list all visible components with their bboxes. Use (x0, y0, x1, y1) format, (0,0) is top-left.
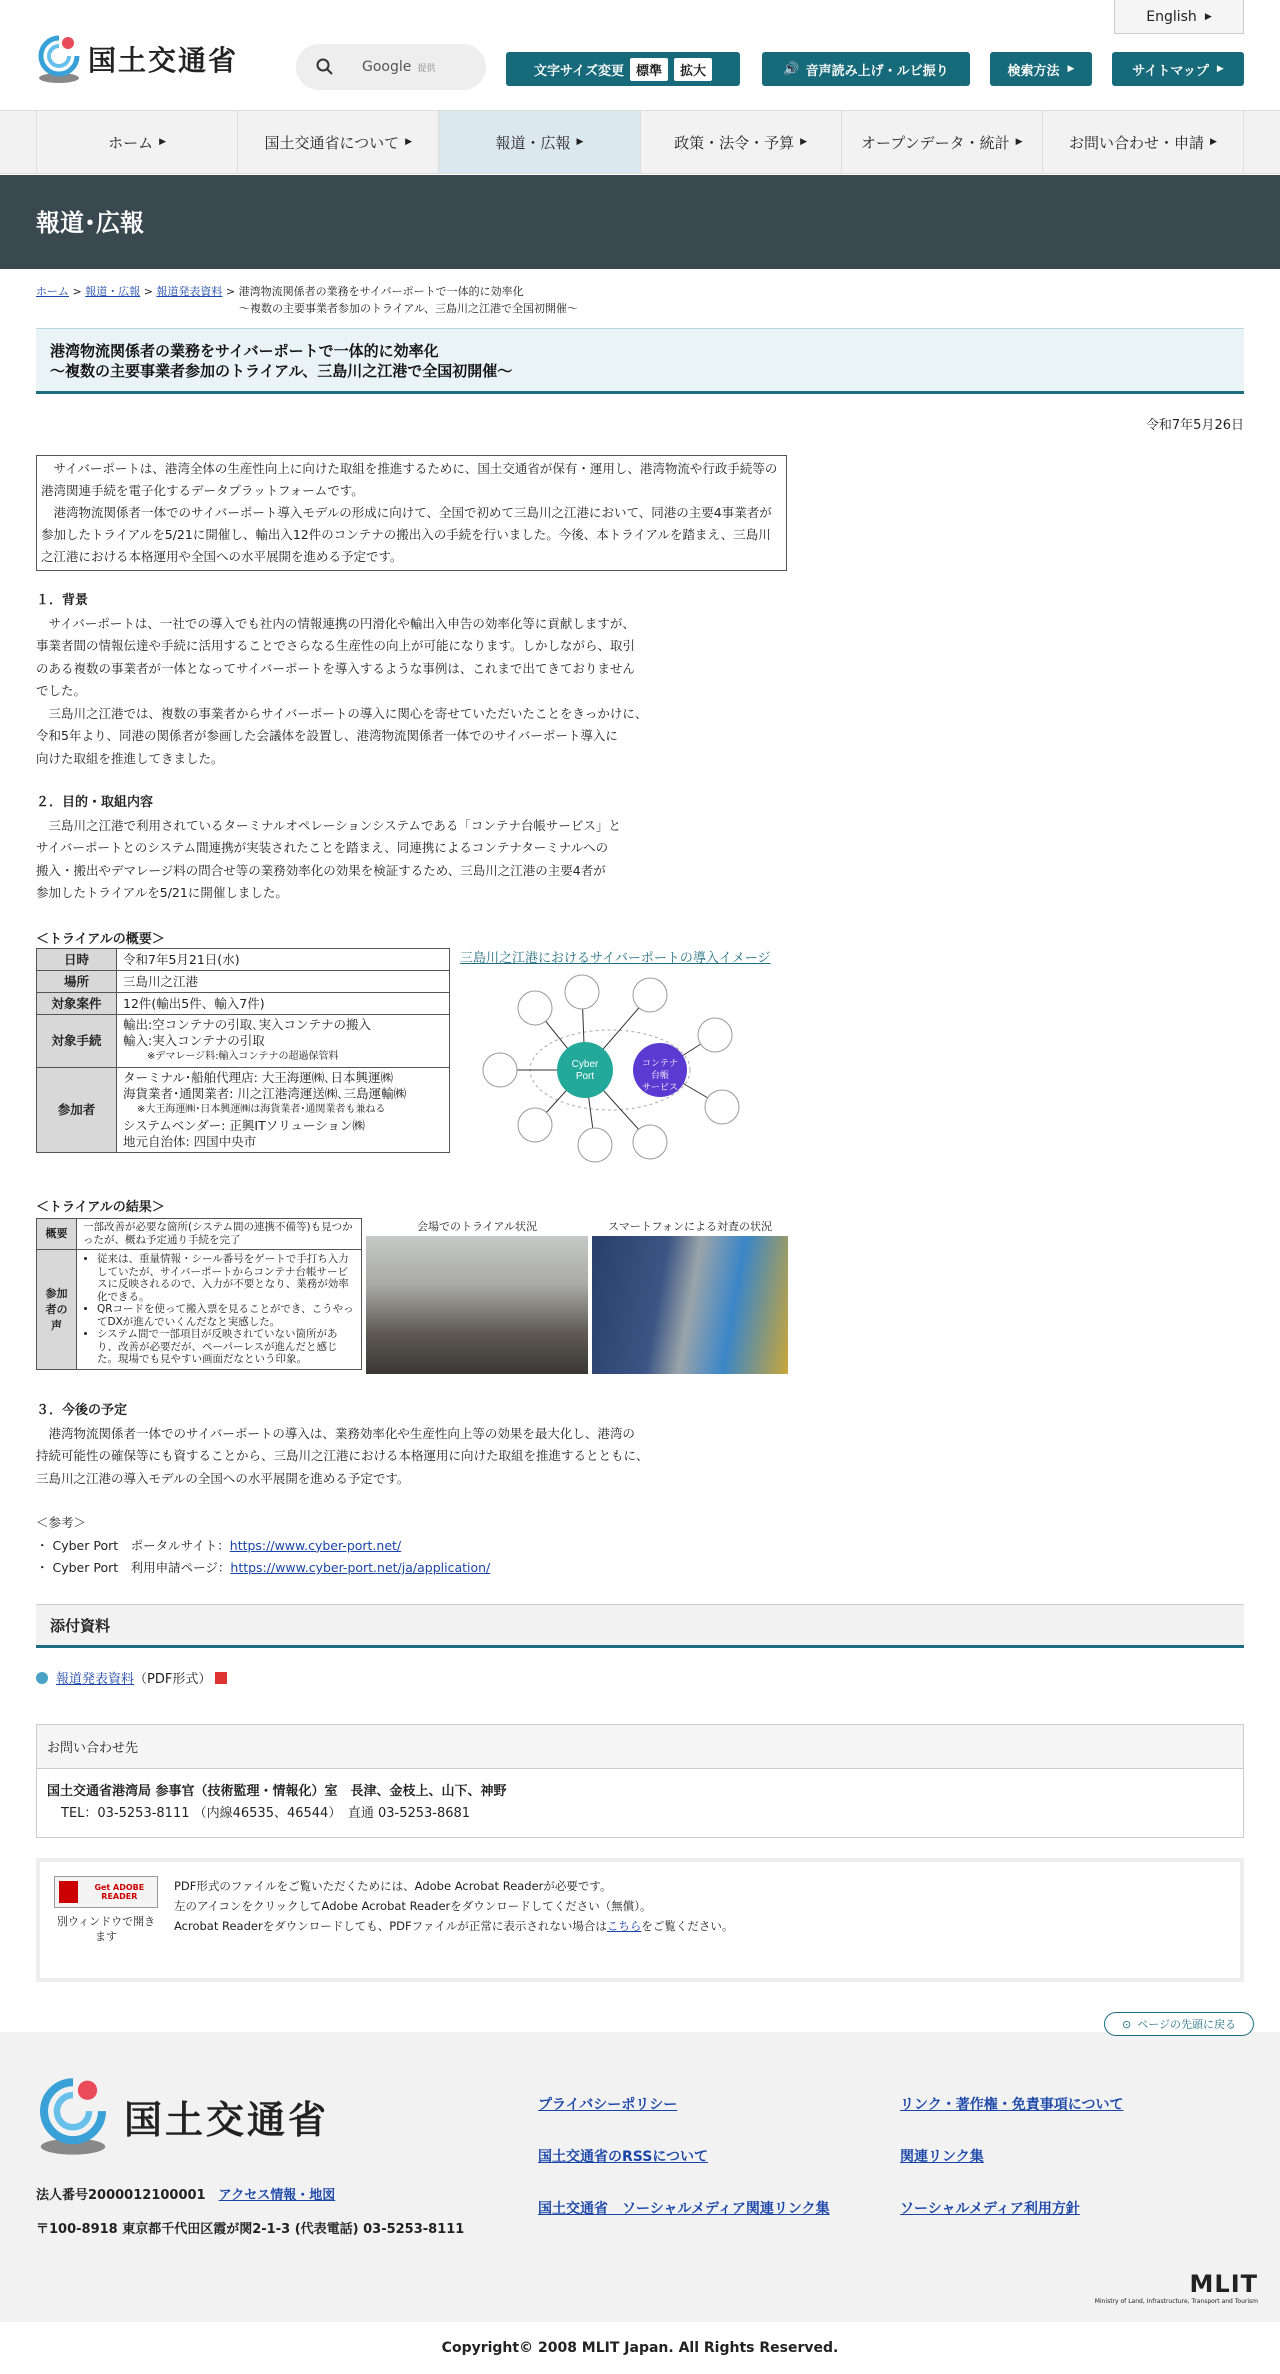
svg-text:台帳: 台帳 (650, 1071, 670, 1081)
table-cell: 日時 (37, 949, 117, 971)
table-cell (117, 1015, 450, 1068)
result-title: ＜トライアルの結果＞ (36, 1200, 165, 1215)
section-background (36, 590, 647, 770)
text-line: 三島川之江港の導入モデルの全国への水平展開を進める予定です。 (36, 1470, 410, 1486)
logo-text: 国土交通省 (88, 44, 239, 77)
summary-p2: 港湾物流関係者一体でのサイバーポート導入モデルの形成に向けて、全国で初めて三島川之江港において、同港の主要4事業者が参加したトライアルを5/21に開催し、輸出入12件のコンテナの搬出入の手続を行いました。今後、本トライアルを踏まえ、三島川之江港における本格運用や全国への水平展開を進める予定です。 (41, 505, 772, 564)
english-link[interactable] (1114, 0, 1244, 34)
text-line: 三島川之江港で利用されているターミナルオペレーションシステムである「コンテナ台帳サービス」と (36, 817, 621, 833)
cell-line: ターミナル･船舶代理店: 大王海運㈱､日本興運㈱ (123, 1070, 394, 1085)
table-cell: 対象手続 (37, 1015, 117, 1068)
nav-label: ホーム (108, 133, 154, 152)
global-nav (0, 110, 1280, 174)
contact-org: 国土交通省港湾局 参事官（技術監理・情報化）室 長津、金枝上、山下、神野 (47, 1784, 507, 1799)
nav-about[interactable] (238, 111, 439, 173)
breadcrumb-press[interactable]: 報道・広報 (85, 285, 141, 298)
attachment-heading: 添付資料 (36, 1604, 1244, 1648)
table-cell: 対象案件 (37, 993, 117, 1015)
section-heading: ３．今後の予定 (36, 1403, 128, 1418)
list-item: • システム間で一部項目が反映されていない箇所があり、改善が必要だが、ペーパーレスが進んだと感じた。現場でも見やすい画面だなという印象。 (97, 1328, 355, 1366)
voice-button[interactable] (762, 52, 970, 86)
nav-opendata[interactable] (842, 111, 1043, 173)
privacy-link[interactable]: プライバシーポリシー (538, 2097, 678, 2113)
breadcrumb-home[interactable]: ホーム (36, 285, 69, 298)
font-large-button[interactable]: 拡大 (674, 58, 712, 81)
overview-title: ＜トライアルの概要＞ (36, 932, 165, 947)
table-cell (77, 1250, 362, 1370)
english-label: English (1146, 8, 1197, 25)
acrobat-notice (36, 1858, 1244, 1982)
pdf-icon (215, 1672, 227, 1684)
svg-text:Port: Port (575, 1071, 595, 1082)
title-line1: 港湾物流関係者の業務をサイバーポートで一体的に効率化 (50, 342, 439, 360)
table-cell: 令和7年5月21日(水) (117, 949, 450, 971)
nav-label: 政策・法令・予算 (674, 133, 795, 152)
arrow-right-icon: ▶ (1209, 137, 1217, 147)
copyright-link[interactable]: リンク・著作権・免責事項について (900, 2097, 1124, 2113)
text-line: PDF形式のファイルをご覧いただくためには、Adobe Acrobat Readerが必要です。 (174, 1879, 612, 1893)
text-line: でした。 (36, 683, 87, 698)
arrow-right-icon: ▶ (1216, 64, 1224, 74)
logo-icon (36, 2074, 110, 2158)
section-plan (36, 1400, 649, 1490)
section-purpose (36, 792, 621, 905)
table-cell: 概要 (37, 1219, 77, 1250)
contact-tel: TEL：03-5253-8111 （内線46535、46544） 直通 03-5253-8681 (61, 1806, 471, 1821)
svg-text:Cyber: Cyber (571, 1059, 599, 1070)
pdf-format: （PDF形式） (134, 1672, 212, 1687)
copyright: Copyright© 2008 MLIT Japan. All Rights Reserved. (0, 2322, 1280, 2374)
smartphone-photo (592, 1236, 788, 1374)
text-line: 搬入・搬出やデマレージ料の問合せ等の業務効率化の効果を検証するため、三島川之江港の主要4者が (36, 862, 606, 878)
arrow-right-icon: ▶ (576, 137, 584, 147)
arrow-right-icon: ▶ (405, 137, 413, 147)
section-banner: 報道･広報 (0, 175, 1280, 269)
social-policy-link[interactable]: ソーシャルメディア利用方針 (900, 2201, 1080, 2217)
social-links-link[interactable]: 国土交通省 ソーシャルメディア関連リンク集 (538, 2201, 830, 2217)
bullet-icon (36, 1672, 48, 1684)
nav-contact[interactable] (1043, 111, 1244, 173)
reference-label: Cyber Port 利用申請ページ： (52, 1560, 231, 1575)
text-line: 港湾物流関係者一体でのサイバーポートの導入は、業務効率化や生産性向上等の効果を最大化し、港湾の (36, 1425, 635, 1441)
access-link[interactable]: アクセス情報・地図 (218, 2188, 336, 2203)
nav-label: オープンデータ・統計 (860, 133, 1010, 152)
breadcrumb-release[interactable]: 報道発表資料 (156, 285, 223, 298)
back-to-top-button[interactable] (1104, 2012, 1254, 2036)
search-method-button[interactable] (990, 52, 1092, 86)
logo-icon (36, 34, 82, 84)
cell-line: 輸入:実入コンテナの引取 (123, 1033, 265, 1048)
contact-title: お問い合わせ先 (37, 1725, 1243, 1769)
text-line: 向けた取組を推進してきました。 (36, 750, 224, 766)
diagram-title[interactable]: 三島川之江港におけるサイバーポートの導入イメージ (460, 951, 771, 966)
cell-line: 海貨業者･通関業者: 川之江港湾運送㈱､三島運輸㈱ (123, 1086, 407, 1101)
cell-note: ※大王海運㈱･日本興運㈱は海貨業者･通関業者も兼ねる (137, 1104, 386, 1115)
section-heading: １．背景 (36, 593, 89, 608)
logo-text: 国土交通省 (124, 2097, 330, 2142)
font-size-label: 文字サイズ変更 (534, 63, 624, 79)
search-method-label: 検索方法 (1007, 63, 1060, 79)
table-cell: 12件(輸出5件、輸入7件) (117, 993, 450, 1015)
text-line: 三島川之江港では、複数の事業者からサイバーポートの導入に関心を寄せていただいたことをきっかけに、 (36, 705, 648, 721)
mlit-logo (1095, 2270, 1258, 2305)
reference-section (36, 1512, 490, 1580)
reference-title: ＜参考＞ (36, 1515, 87, 1530)
cell-line: 輸出:空コンテナの引取､実入コンテナの搬入 (123, 1017, 371, 1032)
related-links-link[interactable]: 関連リンク集 (900, 2149, 984, 2165)
arrow-right-icon: ▶ (800, 137, 808, 147)
acrobat-download[interactable] (54, 1876, 158, 1944)
svg-text:サービス: サービス (641, 1083, 679, 1093)
breadcrumb-current-sub: ～複数の主要事業者参加のトライアル、三島川之江港で全国初開催～ (239, 302, 579, 315)
cell-note: ※デマレージ料:輸入コンテナの超過保管料 (147, 1051, 339, 1062)
rss-link[interactable]: 国土交通省のRSSについて (538, 2149, 709, 2165)
text-line (174, 1916, 733, 1936)
arrow-right-icon: ▶ (1015, 137, 1023, 147)
text-part: をご覧ください。 (641, 1919, 734, 1933)
text-line: 持続可能性の確保等にも資することから、三島川之江港における本格運用に向けた取組を推進するとともに、 (36, 1448, 649, 1463)
nav-home[interactable] (36, 111, 238, 173)
page-title (36, 328, 1244, 394)
sitemap-label: サイトマップ (1132, 63, 1209, 79)
mlit-text: MLIT (1189, 2270, 1258, 2298)
adobe-reader-badge (54, 1876, 158, 1908)
overview-table (36, 948, 450, 1153)
title-line2: ～複数の主要事業者参加のトライアル、三島川之江港で全国初開催～ (50, 362, 513, 380)
nav-label: 国土交通省について (264, 133, 400, 152)
footer-logo[interactable] (36, 2074, 329, 2158)
acrobat-text (174, 1876, 733, 1936)
font-size-control (506, 52, 740, 86)
press-pdf-link[interactable]: 報道発表資料 (56, 1672, 135, 1687)
cell-line: システムベンダー: 正興ITソリューション㈱ (123, 1118, 365, 1133)
site-footer (0, 2032, 1280, 2322)
corp-number: 法人番号2000012100001 (36, 2188, 206, 2203)
speaker-icon: 🔊 (783, 61, 800, 77)
mlit-sub: Ministry of Land, Infrastructure, Transport and Tourism (1094, 2298, 1258, 2305)
address: 〒100-8918 東京都千代田区霞が関2-1-3 (代表電話) 03-5253-8111 (36, 2222, 465, 2237)
list-item: ・ Cyber Port 利用申請ページ：https://www.cyber-port.net/ja/application/ (36, 1560, 491, 1575)
search-input[interactable]: Google 提供 (362, 59, 436, 75)
font-standard-button[interactable]: 標準 (630, 58, 668, 81)
text-line: のある複数の事業者が一体となってサイバーポートを導入するような事例は、これまで出てきておりません (36, 660, 635, 676)
up-arrow-icon: ⊙ (1122, 2017, 1132, 2031)
contact-body (37, 1769, 1243, 1837)
photo-caption: 会場でのトライアル状況 (417, 1220, 537, 1233)
cyberport-diagram (470, 970, 750, 1170)
list-item: • QRコードを使って搬入票を見ることができ、こうやってDXが進んでいくんだなと実感した。 (97, 1303, 355, 1328)
attachment-item (36, 1668, 227, 1687)
sitemap-button[interactable] (1112, 52, 1244, 86)
svg-text:コンテナ: コンテナ (641, 1059, 679, 1069)
release-date: 令和7年5月26日 (1145, 418, 1244, 433)
text-line: サイバーポートは、一社での導入でも社内の情報連携の円滑化や輸出入申告の効率化等に貢献しますが、 (36, 615, 635, 631)
contact-box (36, 1724, 1244, 1838)
arrow-right-icon: ▶ (1067, 64, 1075, 74)
table-cell (117, 1068, 450, 1153)
arrow-right-icon: ▶ (159, 137, 167, 147)
corp-number-row (36, 2184, 335, 2203)
reference-label: Cyber Port ポータルサイト： (52, 1537, 230, 1553)
summary-box (36, 455, 787, 571)
text-part: Acrobat Readerをダウンロードしても、PDFファイルが正常に表示されない場合は (174, 1919, 607, 1933)
site-logo[interactable] (36, 34, 238, 84)
text-line: 事業者間の情報伝達や手続に活用することでさらなる生産性の向上が可能になります。しかしながら、取引 (36, 638, 636, 653)
nav-policy[interactable] (641, 111, 842, 173)
list-item: • 従来は、重量情報・シール番号をゲートで手打ち入力していたが、サイバーポートからコンテナ台帳サービスに反映されるので、入力が不要となり、業務が効率化できる。 (97, 1253, 355, 1303)
breadcrumb: ホーム > 報道・広報 > 報道発表資料 > 港湾物流関係者の業務をサイバーポートで一体的に効率化 ～複数の主要事業者参加のトライアル、三島川之江港で全国初開催～ (36, 285, 579, 315)
search-icon (316, 58, 334, 76)
search-box[interactable] (296, 44, 486, 90)
adobe-icon (59, 1881, 78, 1903)
nav-press[interactable] (439, 111, 640, 173)
text-line: 令和5年より、同港の関係者が参画した会議体を設置し、港湾物流関係者一体でのサイバーポート導入に (36, 728, 618, 743)
photo-caption: スマートフォンによる対査の状況 (608, 1220, 772, 1233)
badge-text: Get ADOBE READER (94, 1883, 145, 1901)
new-window-note: 別ウィンドウで開きます (56, 1915, 156, 1943)
arrow-right-icon: ▶ (1204, 11, 1212, 22)
list-item: ・ Cyber Port ポータルサイト：https://www.cyber-port.net/ (36, 1537, 402, 1553)
nav-label: 報道・広報 (495, 133, 571, 152)
meeting-photo (366, 1236, 588, 1374)
text-line: 左のアイコンをクリックしてAdobe Acrobat Readerをダウンロードしてください（無償）。 (174, 1899, 652, 1913)
nav-label: お問い合わせ・申請 (1068, 133, 1204, 152)
table-cell: 場所 (37, 971, 117, 993)
table-cell: 三島川之江港 (117, 971, 450, 993)
portal-link[interactable]: https://www.cyber-port.net/ (229, 1537, 402, 1553)
summary-p1: サイバーポートは、港湾全体の生産性向上に向けた取組を推進するために、国土交通省が保有・運用し、港湾物流や行政手続等の港湾関連手続を電子化するデータプラットフォームです。 (41, 461, 778, 498)
table-cell: 参加者の声 (37, 1250, 77, 1370)
cell-line: 地元自治体: 四国中央市 (123, 1134, 257, 1149)
table-cell: 一部改善が必要な箇所(システム間の連携不備等)も見つかったが、概ね予定通り手続を完了 (77, 1219, 362, 1250)
back-to-top-label: ページの先頭に戻る (1137, 2018, 1236, 2031)
breadcrumb-current: 港湾物流関係者の業務をサイバーポートで一体的に効率化 (238, 285, 524, 298)
result-table (36, 1218, 362, 1370)
site-header (0, 0, 1280, 110)
text-line: サイバーポートとのシステム間連携が実装されたことを踏まえ、同連携によるコンテナターミナルへの (36, 840, 609, 855)
table-cell: 参加者 (37, 1068, 117, 1153)
text-line: 参加したトライアルを5/21に開催しました。 (36, 885, 288, 900)
application-link[interactable]: https://www.cyber-port.net/ja/application/ (230, 1560, 491, 1575)
help-link[interactable]: こちら (606, 1919, 642, 1933)
section-heading: ２．目的・取組内容 (36, 795, 154, 810)
voice-label: 音声読み上げ・ルビ振り (805, 63, 949, 79)
